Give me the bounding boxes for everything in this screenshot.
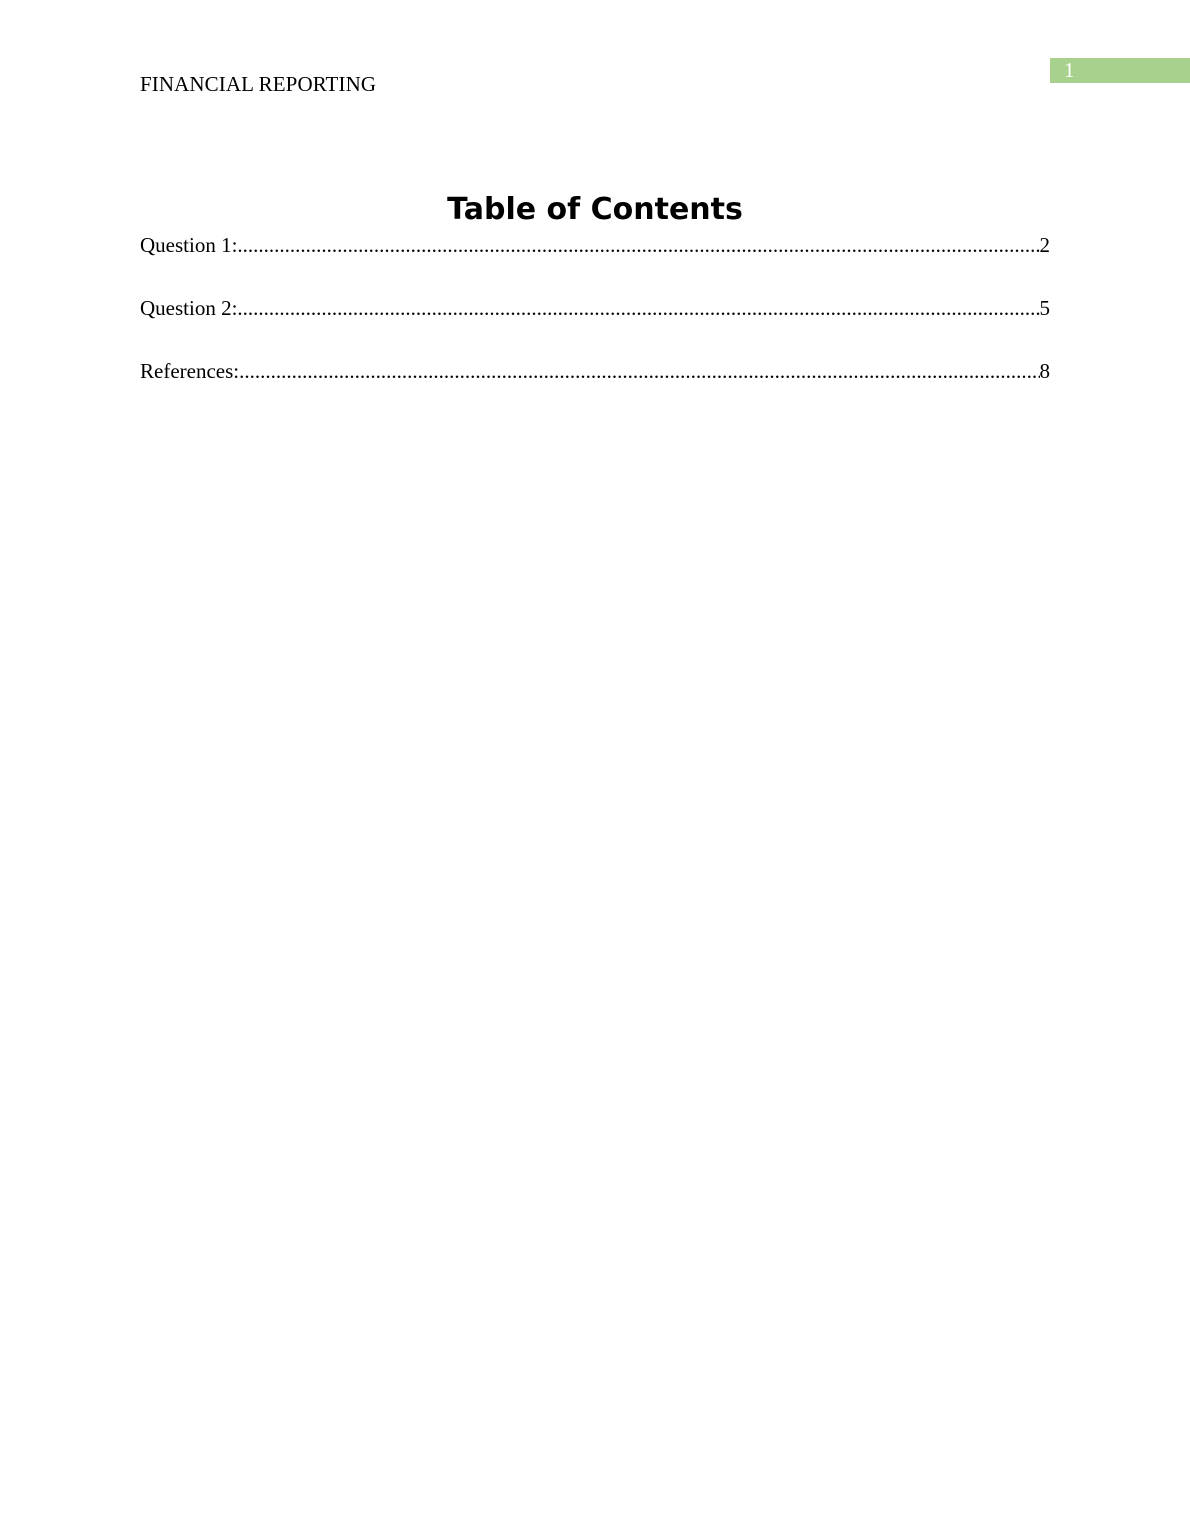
toc-entry-page: 5: [1039, 296, 1050, 320]
toc-entry-question-2[interactable]: [140, 294, 1050, 357]
page-number-badge: [1050, 58, 1190, 83]
toc-entry-label: Question 1:: [140, 233, 238, 257]
toc-title: Table of Contents: [447, 192, 743, 227]
toc-entry-label: Question 2:: [140, 296, 238, 320]
running-head: FINANCIAL REPORTING: [140, 72, 377, 96]
table-of-contents: [140, 231, 1050, 420]
page-number: 1: [1064, 58, 1075, 82]
toc-dot-leader: [237, 231, 1039, 259]
toc-dot-leader: [239, 357, 1039, 385]
toc-entry-page: 8: [1039, 359, 1050, 383]
toc-entry-question-1[interactable]: [140, 231, 1050, 294]
toc-entry-page: 2: [1039, 233, 1050, 257]
toc-entry-references[interactable]: [140, 357, 1050, 420]
toc-dot-leader: [237, 294, 1039, 322]
toc-entry-label: References:: [140, 359, 240, 383]
